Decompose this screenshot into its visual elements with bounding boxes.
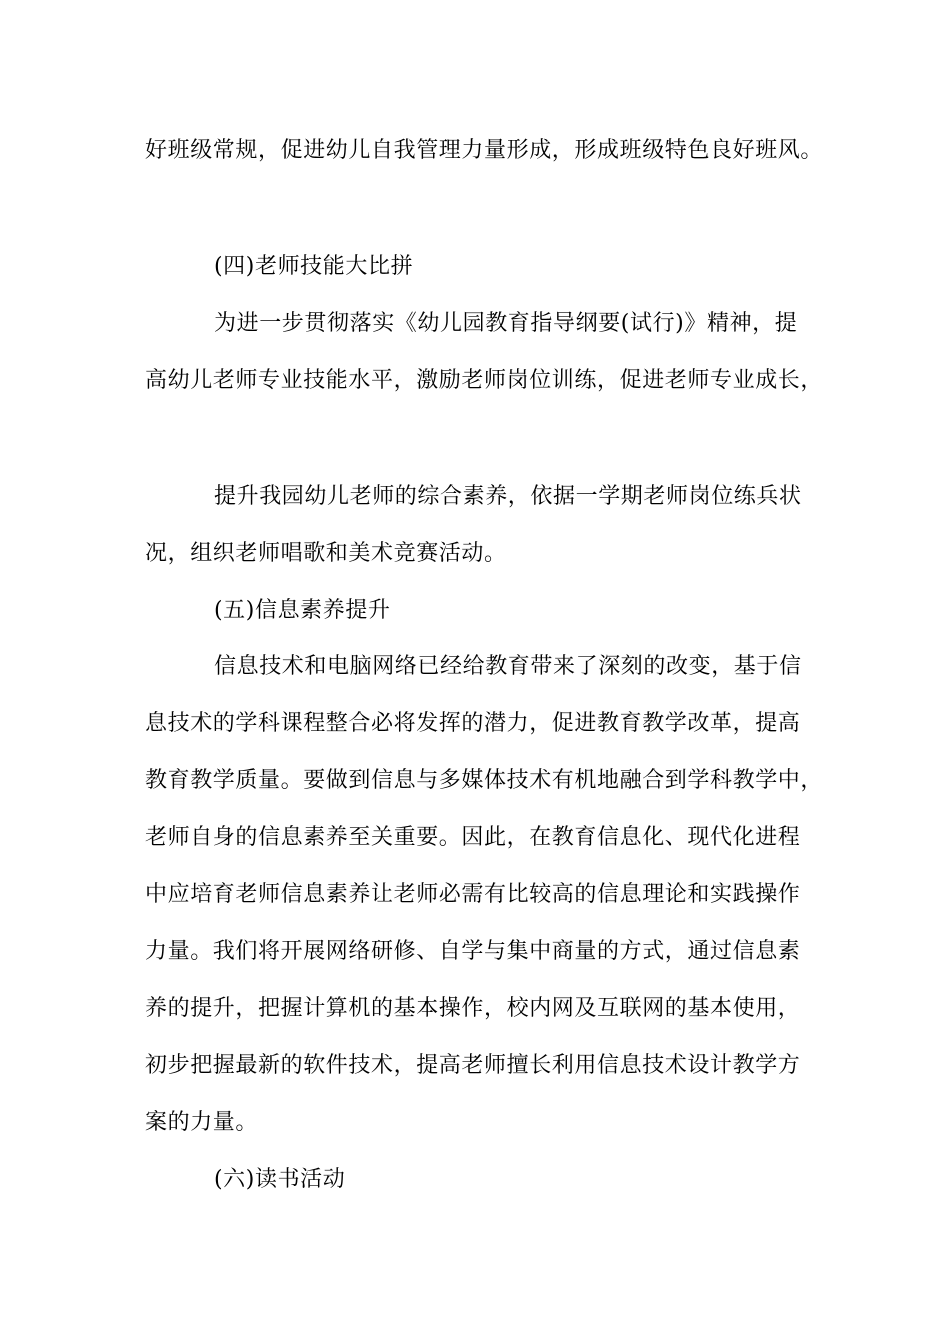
paragraph-line: 息技术的学科课程整合必将发挥的潜力，促进教育教学改革，提高 [145, 711, 801, 736]
paragraph-line: 况，组织老师唱歌和美术竞赛活动。 [145, 541, 507, 566]
paragraph-line: 中应培育老师信息素养让老师必需有比较高的信息理论和实践操作 [145, 882, 801, 907]
paragraph-line: 力量。我们将开展网络研修、自学与集中商量的方式，通过信息素 [145, 939, 801, 964]
section-heading-5: (五)信息素养提升 [214, 598, 391, 623]
paragraph-line: 初步把握最新的软件技术，提高老师擅长利用信息技术设计教学方 [145, 1053, 801, 1078]
paragraph-line: 老师自身的信息素养至关重要。因此，在教育信息化、现代化进程 [145, 825, 801, 850]
paragraph-line: 提升我园幼儿老师的综合素养，依据一学期老师岗位练兵状 [214, 484, 802, 509]
paragraph-line: 养的提升，把握计算机的基本操作，校内网及互联网的基本使用， [145, 996, 801, 1021]
paragraph-line: 教育教学质量。要做到信息与多媒体技术有机地融合到学科教学中， [145, 768, 824, 793]
paragraph-line: 为进一步贯彻落实《幼儿园教育指导纲要(试行)》精神，提 [214, 311, 798, 336]
paragraph-line: 案的力量。 [145, 1110, 259, 1135]
paragraph-line: 高幼儿老师专业技能水平，激励老师岗位训练，促进老师专业成长， [145, 368, 824, 393]
paragraph-line: 好班级常规，促进幼儿自我管理力量形成，形成班级特色良好班风。 [145, 138, 824, 163]
section-heading-4: (四)老师技能大比拼 [214, 254, 414, 279]
section-heading-6: (六)读书活动 [214, 1167, 346, 1192]
paragraph-line: 信息技术和电脑网络已经给教育带来了深刻的改变，基于信 [214, 654, 802, 679]
